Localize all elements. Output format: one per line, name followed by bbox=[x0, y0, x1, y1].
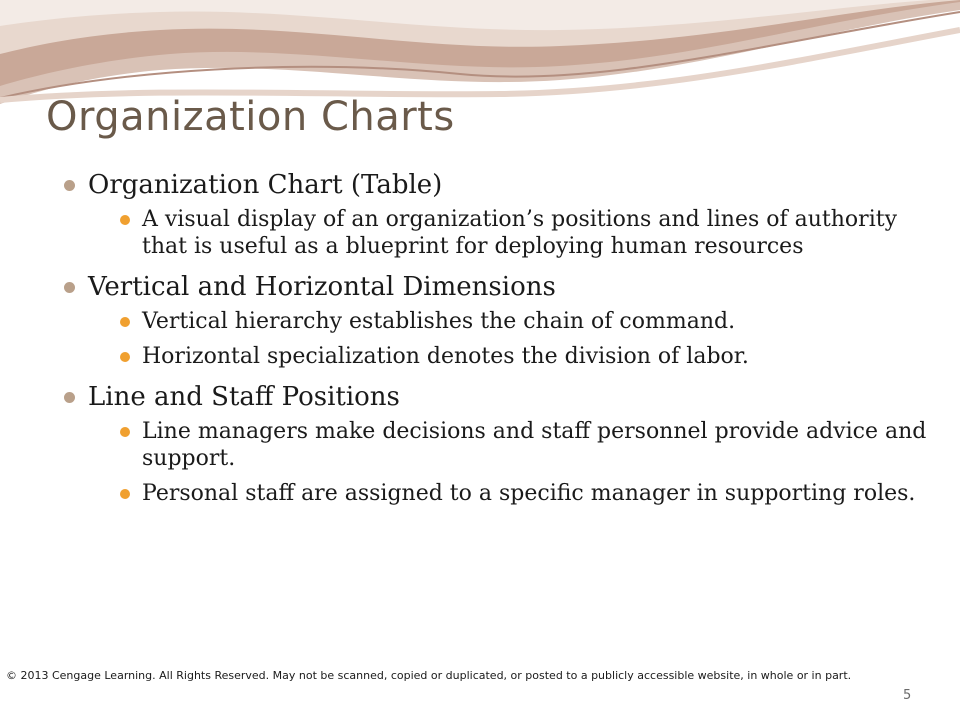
slide-number: 5 bbox=[903, 688, 912, 703]
bullet-dot-icon bbox=[64, 180, 75, 191]
sub-point bbox=[120, 308, 934, 335]
sub-point-text: Vertical hierarchy establishes the chain of command. bbox=[142, 309, 736, 334]
section-heading-text: Vertical and Horizontal Dimensions bbox=[88, 272, 556, 302]
bullet-dot-icon bbox=[64, 282, 75, 293]
sub-point bbox=[120, 480, 934, 507]
sub-point bbox=[120, 418, 934, 472]
bullet-dot-icon bbox=[64, 392, 75, 403]
section-heading bbox=[64, 168, 934, 202]
section-heading-text: Organization Chart (Table) bbox=[88, 170, 443, 200]
bullet-dot-icon bbox=[120, 317, 130, 327]
sub-point-text: Personal staff are assigned to a specific manager in supporting roles. bbox=[142, 481, 916, 506]
sub-point-text: Line managers make decisions and staff personnel provide advice and support. bbox=[142, 419, 927, 471]
copyright-notice: © 2013 Cengage Learning. All Rights Reserved. May not be scanned, copied or duplicated, or posted to a publicly accessible website, in whole or in part. bbox=[6, 669, 852, 682]
sub-point bbox=[120, 343, 934, 370]
sub-point bbox=[120, 206, 934, 260]
bullet-dot-icon bbox=[120, 427, 130, 437]
section-heading-text: Line and Staff Positions bbox=[88, 382, 400, 412]
section-heading bbox=[64, 380, 934, 414]
slide-title: Organization Charts bbox=[46, 94, 455, 140]
bullet-dot-icon bbox=[120, 215, 130, 225]
bullet-dot-icon bbox=[120, 352, 130, 362]
sub-point-text: A visual display of an organization’s positions and lines of authority that is useful as a blueprint for deploying human resources bbox=[142, 207, 897, 259]
section-heading bbox=[64, 270, 934, 304]
bullet-dot-icon bbox=[120, 489, 130, 499]
sub-point-text: Horizontal specialization denotes the division of labor. bbox=[142, 344, 749, 369]
bullet-list bbox=[64, 168, 934, 507]
